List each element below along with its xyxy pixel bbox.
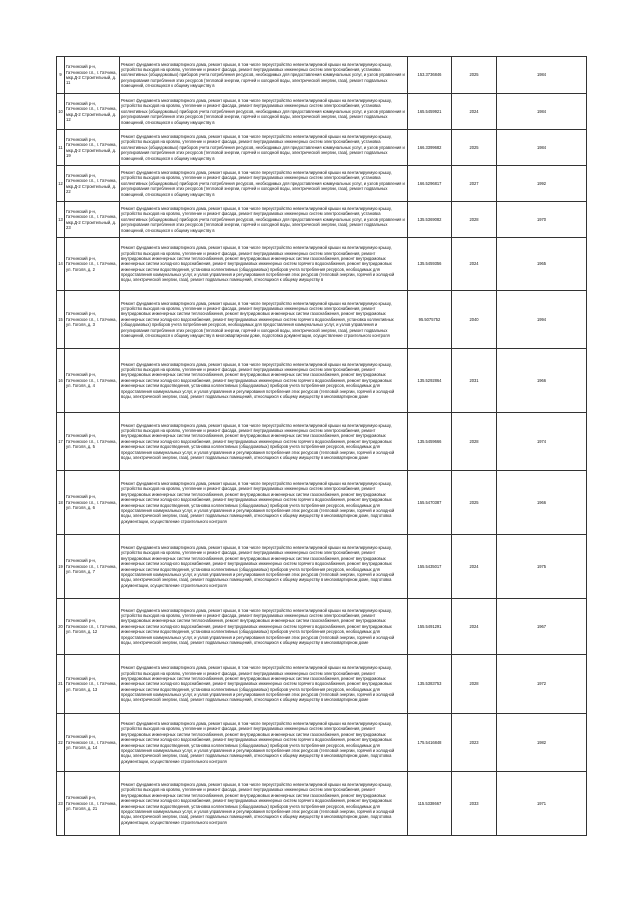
row-address: Гатчинский р-н, Гатчинское г.п., г. Гатчина, мкр.Д-2 Строительный, д. 19 xyxy=(65,130,120,166)
row-cost: 135.5292864 xyxy=(408,349,452,413)
row-planned-year: 2025 xyxy=(452,471,497,535)
row-number: 21 xyxy=(57,655,65,714)
row-planned-year: 2025 xyxy=(452,130,497,166)
row-works xyxy=(120,291,408,349)
row-built-year: 1972 xyxy=(497,655,587,714)
row-works xyxy=(120,714,408,772)
row-works-text: Ремонт фундамента многоквартирного дома, ремонт крыши, в том числе переустройство невентилируемой крыши на вентилируемую крышу, устройство выходов на кровлю, утепление и ремонт фасада, ремонт внутридомовых инженерных систем электроснабжения, ремонт внутридомовых инженерных систем теплоснабжения, ремонт внутридомовых инженерных систем газоснабжения, ремонт внутридомовых инженерных систем холодного водоснабжения, ремонт внутридомовых инженерных систем горячего водоснабжения, ремонт внутридомовых инженерных систем водоотведения, установка коллективных (общедомовых) приборов учета потребления ресурсов, необходимых для предоставления коммунальных услуг, и узлов управления и регулирования потребления этих ресурсов (тепловой энергии, горячей и холодной воды, электрической энергии, газа), ремонт подвальных помещений, относящихся к общему имуществу в многоквартирном доме, подготовка документации, осуществление строительного контроля xyxy=(121,545,395,588)
row-address: Гатчинский р-н, Гатчинское г.п., г. Гатчина, мкр.Д-2 Строительный, д. 12 xyxy=(65,94,120,130)
row-number: 10 xyxy=(57,94,65,130)
row-cost: 165.5459921 xyxy=(408,94,452,130)
row-built-year: 1965 xyxy=(497,238,587,291)
row-built-year: 1967 xyxy=(497,599,587,655)
row-address: Гатчинский р-н, Гатчинское г.п., г. Гатчина, ул. Гоголя, д. 7 xyxy=(65,535,120,599)
row-address: Гатчинский р-н, Гатчинское г.п., г. Гатчина, мкр.Д-2 Строительный, д. 22 xyxy=(65,166,120,202)
row-address: Гатчинский р-н, Гатчинское г.п., г. Гатчина, ул. Гоголя, д. 21 xyxy=(65,772,120,836)
row-cost: 166.3399682 xyxy=(408,130,452,166)
row-built-year: 1984 xyxy=(497,57,587,94)
row-built-year: 1970 xyxy=(497,202,587,238)
row-planned-year: 2028 xyxy=(452,202,497,238)
row-works-text: Ремонт фундамента многоквартирного дома, ремонт крыши, в том числе переустройство невентилируемой крыши на вентилируемую крышу, устройство выходов на кровлю, утепление и ремонт фасада, ремонт внутридомовых инженерных систем электроснабжения, ремонт внутридомовых инженерных систем теплоснабжения, ремонт внутридомовых инженерных систем газоснабжения, ремонт внутридомовых инженерных систем холодного водоснабжения, ремонт внутридомовых инженерных систем горячего водоснабжения, ремонт внутридомовых инженерных систем водоотведения, установка коллективных (общедомовых) приборов учета потребления ресурсов, необходимых для предоставления коммунальных услуг, и узлов управления и регулирования потребления этих ресурсов (тепловой энергии, горячей и холодной воды, электрической энергии, газа), ремонт подвальных помещений, относящихся к общему имуществу в многоквартирном доме xyxy=(121,361,395,399)
repair-program-table xyxy=(56,56,587,836)
row-planned-year: 2028 xyxy=(452,413,497,471)
row-built-year: 1984 xyxy=(497,130,587,166)
row-address: Гатчинский р-н, Гатчинское г.п., г. Гатчина, ул. Гоголя, д. 6 xyxy=(65,471,120,535)
row-works-text: Ремонт фундамента многоквартирного дома, ремонт крыши, в том числе переустройство невентилируемой крыши на вентилируемую крышу, устройство выходов на кровлю, утепление и ремонт фасада, ремонт внутридомовых инженерных систем электроснабжения, ремонт внутридомовых инженерных систем теплоснабжения, ремонт внутридомовых инженерных систем газоснабжения, ремонт внутридомовых инженерных систем холодного водоснабжения, ремонт внутридомовых инженерных систем горячего водоснабжения, ремонт внутридомовых инженерных систем водоотведения, установка коллективных (общедомовых) приборов учета потребления ресурсов, необходимых для предоставления коммунальных услуг, и узлов управления и регулирования потребления этих ресурсов (тепловой энергии, горячей и холодной воды, электрической энергии, газа), ремонт подвальных помещений, относящихся к общему имуществу в xyxy=(121,245,395,283)
row-cost: 155.5491291 xyxy=(408,599,452,655)
row-works xyxy=(120,57,408,94)
row-cost: 135.5383753 xyxy=(408,655,452,714)
row-number: 13 xyxy=(57,202,65,238)
row-cost: 95.5075752 xyxy=(408,291,452,349)
table-row xyxy=(57,130,587,166)
row-cost: 153.3736846 xyxy=(408,57,452,94)
row-built-year: 1975 xyxy=(497,535,587,599)
row-cost: 135.5459666 xyxy=(408,413,452,471)
document-page xyxy=(56,56,586,836)
row-address: Гатчинский р-н, Гатчинское г.п., г. Гатчина, мкр.Д-2 Строительный, д. 11 xyxy=(65,57,120,94)
row-number: 20 xyxy=(57,599,65,655)
row-built-year: 1974 xyxy=(497,413,587,471)
row-number: 16 xyxy=(57,349,65,413)
row-built-year: 1982 xyxy=(497,714,587,772)
table-row xyxy=(57,57,587,94)
row-works xyxy=(120,599,408,655)
row-works xyxy=(120,349,408,413)
table-row xyxy=(57,202,587,238)
row-number: 15 xyxy=(57,291,65,349)
row-works-text: Ремонт фундамента многоквартирного дома, ремонт крыши, в том числе переустройство невентилируемой крыши на вентилируемую крышу, устройство выходов на кровлю, утепление и ремонт фасада, ремонт внутридомовых инженерных систем электроснабжения, ремонт внутридомовых инженерных систем теплоснабжения, ремонт внутридомовых инженерных систем газоснабжения, ремонт внутридомовых инженерных систем холодного водоснабжения, ремонт внутридомовых инженерных систем горячего водоснабжения, ремонт внутридомовых инженерных систем водоотведения, установка коллективных (общедомовых) приборов учета потребления ресурсов, необходимых для предоставления коммунальных услуг, и узлов управления и регулирования потребления этих ресурсов (тепловой энергии, горячей и холодной воды, электрической энергии, газа), ремонт подвальных помещений, относящихся к общему имуществу в многоквартирном доме, подготовка документации, осуществление строительного контроля xyxy=(121,721,395,764)
table-row xyxy=(57,772,587,836)
table-row xyxy=(57,471,587,535)
row-address: Гатчинский р-н, Гатчинское г.п., г. Гатчина, мкр.Д-2 Строительный, д. 23 xyxy=(65,202,120,238)
row-address: Гатчинский р-н, Гатчинское г.п., г. Гатчина, ул. Гоголя, д. 2 xyxy=(65,238,120,291)
row-works xyxy=(120,655,408,714)
row-works-text: Ремонт фундамента многоквартирного дома, ремонт крыши, в том числе переустройство невентилируемой крыши на вентилируемую крышу, устройство выходов на кровлю, утепление и ремонт фасада, ремонт внутридомовых инженерных систем электроснабжения, ремонт внутридомовых инженерных систем теплоснабжения, ремонт внутридомовых инженерных систем газоснабжения, ремонт внутридомовых инженерных систем холодного водоснабжения, ремонт внутридомовых инженерных систем горячего водоснабжения, ремонт внутридомовых инженерных систем водоотведения, установка коллективных (общедомовых) приборов учета потребления ресурсов, необходимых для предоставления коммунальных услуг, и узлов управления и регулирования потребления этих ресурсов (тепловой энергии, горячей и холодной воды, электрической энергии, газа), ремонт подвальных помещений, относящихся к общему имуществу в многоквартирном доме xyxy=(121,665,395,703)
row-number: 18 xyxy=(57,471,65,535)
row-built-year: 1966 xyxy=(497,471,587,535)
row-address: Гатчинский р-н, Гатчинское г.п., г. Гатчина, ул. Гоголя, д. 5 xyxy=(65,413,120,471)
row-address: Гатчинский р-н, Гатчинское г.п., г. Гатчина, ул. Гоголя, д. 3 xyxy=(65,291,120,349)
row-cost: 155.5435017 xyxy=(408,535,452,599)
row-number: 12 xyxy=(57,166,65,202)
row-works-text: Ремонт фундамента многоквартирного дома, ремонт крыши, в том числе переустройство невентилируемой крыши на вентилируемую крышу, устройство выходов на кровлю, утепление и ремонт фасада, ремонт внутридомовых инженерных систем электроснабжения, установка коллективных (общедомовых) приборов учета потребления ресурсов, необходимых для предоставления коммунальных услуг, и узлов управления и регулирования потребления этих ресурсов (тепловой энергии, горячей и холодной воды, электрической энергии, газа), ремонт подвальных помещений, относящихся к общему имуществу в xyxy=(121,170,405,197)
table-row xyxy=(57,166,587,202)
row-works xyxy=(120,130,408,166)
table-body xyxy=(57,57,587,836)
row-cost: 115.5338667 xyxy=(408,772,452,836)
row-works xyxy=(120,238,408,291)
row-works-text: Ремонт фундамента многоквартирного дома, ремонт крыши, в том числе переустройство невентилируемой крыши на вентилируемую крышу, устройство выходов на кровлю, утепление и ремонт фасада, ремонт внутридомовых инженерных систем электроснабжения, установка коллективных (общедомовых) приборов учета потребления ресурсов, необходимых для предоставления коммунальных услуг, и узлов управления и регулирования потребления этих ресурсов (тепловой энергии, горячей и холодной воды, электрической энергии, газа), ремонт подвальных помещений, относящихся к общему имуществу в xyxy=(121,206,405,233)
table-row xyxy=(57,291,587,349)
row-planned-year: 2025 xyxy=(452,57,497,94)
row-works-text: Ремонт фундамента многоквартирного дома, ремонт крыши, в том числе переустройство невентилируемой крыши на вентилируемую крышу, устройство выходов на кровлю, утепление и ремонт фасада, ремонт внутридомовых инженерных систем электроснабжения, ремонт внутридомовых инженерных систем теплоснабжения, ремонт внутридомовых инженерных систем газоснабжения, ремонт внутридомовых инженерных систем холодного водоснабжения, ремонт внутридомовых инженерных систем горячего водоснабжения, ремонт внутридомовых инженерных систем водоотведения, установка коллективных (общедомовых) приборов учета потребления ресурсов, необходимых для предоставления коммунальных услуг, и узлов управления и регулирования потребления этих ресурсов (тепловой энергии, горячей и холодной воды, электрической энергии, газа), ремонт подвальных помещений, относящихся к общему имуществу в многоквартирном доме xyxy=(121,607,395,645)
row-planned-year: 2031 xyxy=(452,349,497,413)
row-works xyxy=(120,772,408,836)
row-works-text: Ремонт фундамента многоквартирного дома, ремонт крыши, в том числе переустройство невентилируемой крыши на вентилируемую крышу, устройство выходов на кровлю, утепление и ремонт фасада, ремонт внутридомовых инженерных систем электроснабжения, установка коллективных (общедомовых) приборов учета потребления ресурсов, необходимых для предоставления коммунальных услуг, и узлов управления и регулирования потребления этих ресурсов (тепловой энергии, горячей и холодной воды, электрической энергии, газа), ремонт подвальных помещений, относящихся к общему имуществу в xyxy=(121,61,405,89)
row-number: 22 xyxy=(57,714,65,772)
row-cost: 135.5369082 xyxy=(408,202,452,238)
row-built-year: 1992 xyxy=(497,166,587,202)
table-row xyxy=(57,94,587,130)
row-number: 19 xyxy=(57,535,65,599)
row-number: 23 xyxy=(57,772,65,836)
row-built-year: 1984 xyxy=(497,94,587,130)
row-address: Гатчинский р-н, Гатчинское г.п., г. Гатчина, ул. Гоголя, д. 4 xyxy=(65,349,120,413)
row-works xyxy=(120,94,408,130)
row-number: 11 xyxy=(57,130,65,166)
row-planned-year: 2040 xyxy=(452,291,497,349)
table-row xyxy=(57,535,587,599)
row-works-text: Ремонт фундамента многоквартирного дома, ремонт крыши, в том числе переустройство невентилируемой крыши на вентилируемую крышу, устройство выходов на кровлю, утепление и ремонт фасада, ремонт внутридомовых инженерных систем электроснабжения, ремонт внутридомовых инженерных систем теплоснабжения, ремонт внутридомовых инженерных систем газоснабжения, ремонт внутридомовых инженерных систем холодного водоснабжения, ремонт внутридомовых инженерных систем горячего водоснабжения, ремонт внутридомовых инженерных систем водоотведения, установка коллективных (общедомовых) приборов учета потребления ресурсов, необходимых для предоставления коммунальных услуг, и узлов управления и регулирования потребления этих ресурсов (тепловой энергии, горячей и холодной воды, электрической энергии, газа), ремонт подвальных помещений, относящихся к общему имуществу в многоквартирном доме xyxy=(121,422,395,460)
row-cost: 135.5459356 xyxy=(408,238,452,291)
row-built-year: 1966 xyxy=(497,349,587,413)
table-row xyxy=(57,413,587,471)
row-built-year: 1971 xyxy=(497,772,587,836)
row-planned-year: 2024 xyxy=(452,238,497,291)
row-works xyxy=(120,166,408,202)
table-row xyxy=(57,714,587,772)
row-works xyxy=(120,471,408,535)
row-planned-year: 2024 xyxy=(452,94,497,130)
row-planned-year: 2023 xyxy=(452,714,497,772)
row-number: 17 xyxy=(57,413,65,471)
row-planned-year: 2024 xyxy=(452,535,497,599)
row-planned-year: 2027 xyxy=(452,166,497,202)
row-cost: 166.5296817 xyxy=(408,166,452,202)
row-planned-year: 2024 xyxy=(452,599,497,655)
row-number: 9 xyxy=(57,57,65,94)
row-works-text: Ремонт фундамента многоквартирного дома, ремонт крыши, в том числе переустройство невентилируемой крыши на вентилируемую крышу, устройство выходов на кровлю, утепление и ремонт фасада, ремонт внутридомовых инженерных систем электроснабжения, ремонт внутридомовых инженерных систем теплоснабжения, ремонт внутридомовых инженерных систем газоснабжения, ремонт внутридомовых инженерных систем холодного водоснабжения, ремонт внутридомовых инженерных систем горячего водоснабжения, ремонт внутридомовых инженерных систем водоотведения, установка коллективных (общедомовых) приборов учета потребления ресурсов, необходимых для предоставления коммунальных услуг, и узлов управления и регулирования потребления этих ресурсов (тепловой энергии, горячей и холодной воды, электрической энергии, газа), ремонт подвальных помещений, относящихся к общему имуществу в многоквартирном доме, подготовка документации, осуществление строительного контроля xyxy=(121,481,395,524)
row-planned-year: 2028 xyxy=(452,655,497,714)
row-works xyxy=(120,202,408,238)
row-works-text: Ремонт фундамента многоквартирного дома, ремонт крыши, в том числе переустройство невентилируемой крыши на вентилируемую крышу, устройство выходов на кровлю, утепление и ремонт фасада, ремонт внутридомовых инженерных систем электроснабжения, ремонт внутридомовых инженерных систем теплоснабжения, ремонт внутридомовых инженерных систем газоснабжения, ремонт внутридомовых инженерных систем холодного водоснабжения, ремонт внутридомовых инженерных систем горячего водоснабжения, установка коллективных (общедомовых) приборов учета потребления ресурсов, необходимых для предоставления коммунальных услуг, и узлов управления и регулирования потребления этих ресурсов (тепловой энергии, горячей и холодной воды, электрической энергии, газа), ремонт подвальных помещений, относящихся к общему имуществу в многоквартирном доме, подготовка документации, осуществление строительного контроля xyxy=(121,300,394,338)
row-works xyxy=(120,535,408,599)
table-row xyxy=(57,655,587,714)
row-works-text: Ремонт фундамента многоквартирного дома, ремонт крыши, в том числе переустройство невентилируемой крыши на вентилируемую крышу, устройство выходов на кровлю, утепление и ремонт фасада, ремонт внутридомовых инженерных систем электроснабжения, установка коллективных (общедомовых) приборов учета потребления ресурсов, необходимых для предоставления коммунальных услуг, и узлов управления и регулирования потребления этих ресурсов (тепловой энергии, горячей и холодной воды, электрической энергии, газа), ремонт подвальных помещений, относящихся к общему имуществу в xyxy=(121,98,405,125)
row-address: Гатчинский р-н, Гатчинское г.п., г. Гатчина, ул. Гоголя, д. 13 xyxy=(65,655,120,714)
row-address: Гатчинский р-н, Гатчинское г.п., г. Гатчина, ул. Гоголя, д. 14 xyxy=(65,714,120,772)
row-works-text: Ремонт фундамента многоквартирного дома, ремонт крыши, в том числе переустройство невентилируемой крыши на вентилируемую крышу, устройство выходов на кровлю, утепление и ремонт фасада, ремонт внутридомовых инженерных систем электроснабжения, установка коллективных (общедомовых) приборов учета потребления ресурсов, необходимых для предоставления коммунальных услуг, и узлов управления и регулирования потребления этих ресурсов (тепловой энергии, горячей и холодной воды, электрической энергии, газа), ремонт подвальных помещений, относящихся к общему имуществу в xyxy=(121,134,405,161)
row-number: 14 xyxy=(57,238,65,291)
row-cost: 175.5416848 xyxy=(408,714,452,772)
row-cost: 155.5470387 xyxy=(408,471,452,535)
row-works xyxy=(120,413,408,471)
table-row xyxy=(57,349,587,413)
table-row xyxy=(57,238,587,291)
row-address: Гатчинский р-н, Гатчинское г.п., г. Гатчина, ул. Гоголя, д. 12 xyxy=(65,599,120,655)
table-row xyxy=(57,599,587,655)
row-built-year: 1994 xyxy=(497,291,587,349)
row-works-text: Ремонт фундамента многоквартирного дома, ремонт крыши, в том числе переустройство невентилируемой крыши на вентилируемую крышу, устройство выходов на кровлю, утепление и ремонт фасада, ремонт внутридомовых инженерных систем электроснабжения, ремонт внутридомовых инженерных систем теплоснабжения, ремонт внутридомовых инженерных систем газоснабжения, ремонт внутридомовых инженерных систем холодного водоснабжения, ремонт внутридомовых инженерных систем горячего водоснабжения, ремонт внутридомовых инженерных систем водоотведения, установка коллективных (общедомовых) приборов учета потребления ресурсов, необходимых для предоставления коммунальных услуг, и узлов управления и регулирования потребления этих ресурсов (тепловой энергии, горячей и холодной воды, электрической энергии, газа), ремонт подвальных помещений, относящихся к общему имуществу в многоквартирном доме, подготовка документации, осуществление строительного контроля xyxy=(121,782,395,825)
row-planned-year: 2033 xyxy=(452,772,497,836)
